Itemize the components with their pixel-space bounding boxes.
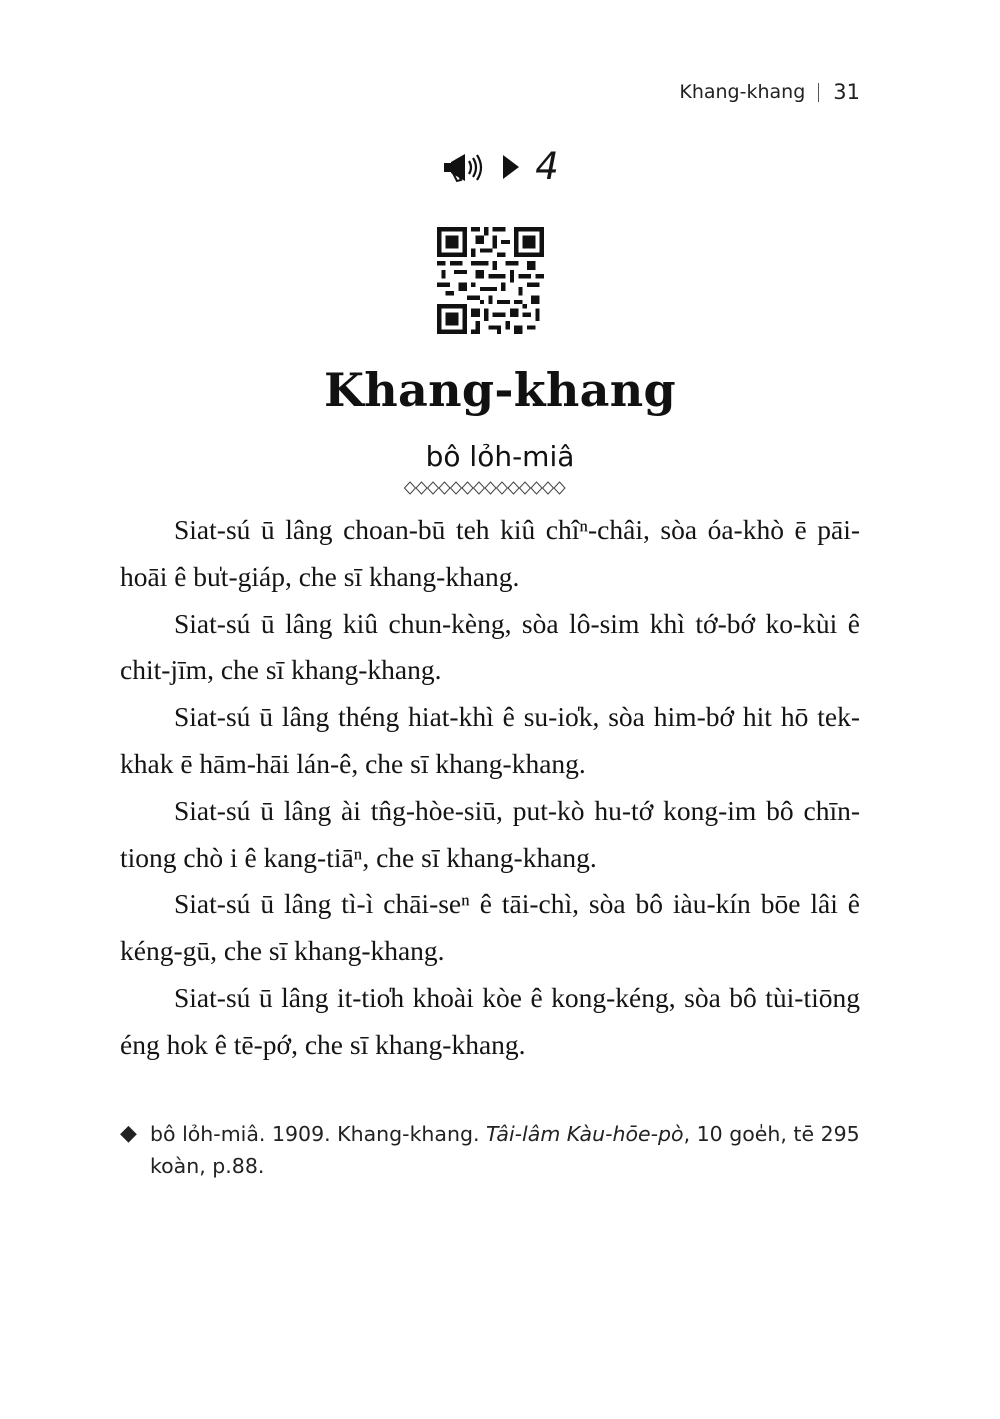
poem-author: bô lỏh-miâ: [425, 440, 575, 473]
poem-body: [120, 507, 860, 1069]
poem-paragraph: Siat-sú ū lâng théng hiat-khì ê su-io̍k, sòa him-bớ hit hō tek-khak ē hām-hāi lán-ê, che sī khang-khang.: [120, 701, 860, 779]
citation-details: , 10 goe̍h, tē 295 koàn, p.88.: [150, 1122, 860, 1178]
citation-text: bô lỏh-miâ. 1909. Khang-khang.: [150, 1122, 487, 1146]
poem-title: Khang-khang: [324, 363, 676, 417]
poem-paragraph: Siat-sú ū lâng it-tio̍h khoài kòe ê kong-kéng, sòa bô tùi-tiōng éng hok ê tē-pớ, che sī khang-khang.: [120, 981, 860, 1060]
poem-paragraph: Siat-sú ū lâng kiû chun-kèng, sòa lô-sim khì tớ-bớ ko-kùi ê chit-jīm, che sī khang-khang.: [120, 607, 860, 686]
audio-track-marker: [0, 145, 1000, 188]
poem-paragraph: Siat-sú ū lâng choan-bū teh kiû chîⁿ-châi, sòa óa-khò ē pāi-hoāi ê bu̍t-giáp, che sī khang-khang.: [120, 514, 860, 592]
running-head: [679, 80, 860, 104]
megaphone-icon: [441, 149, 487, 185]
play-triangle-icon: [495, 149, 525, 185]
qr-code[interactable]: [437, 227, 544, 334]
poem-paragraph: Siat-sú ū lâng ài tn̂g-hòe-siū, put-kò hu-tớ kong-im bô chīn-tiong chò i ê kang-tiāⁿ, che sī khang-khang.: [120, 794, 860, 873]
source-citation: [120, 1118, 860, 1182]
page-number: 31: [833, 80, 860, 104]
diamond-bullet-icon: ◆: [120, 1121, 137, 1146]
citation-journal: Tâi-lâm Kàu-hōe-pò: [486, 1122, 684, 1146]
running-head-divider: [818, 83, 819, 102]
track-number: 4: [535, 145, 559, 188]
diamond-chain-ornament: [404, 479, 576, 497]
poem-paragraph: Siat-sú ū lâng tì-ì chāi-seⁿ ê tāi-chì, sòa bô iàu-kín bōe lâi ê kéng-gū, che sī khang-khang.: [120, 888, 860, 967]
running-title: Khang-khang: [679, 81, 806, 103]
